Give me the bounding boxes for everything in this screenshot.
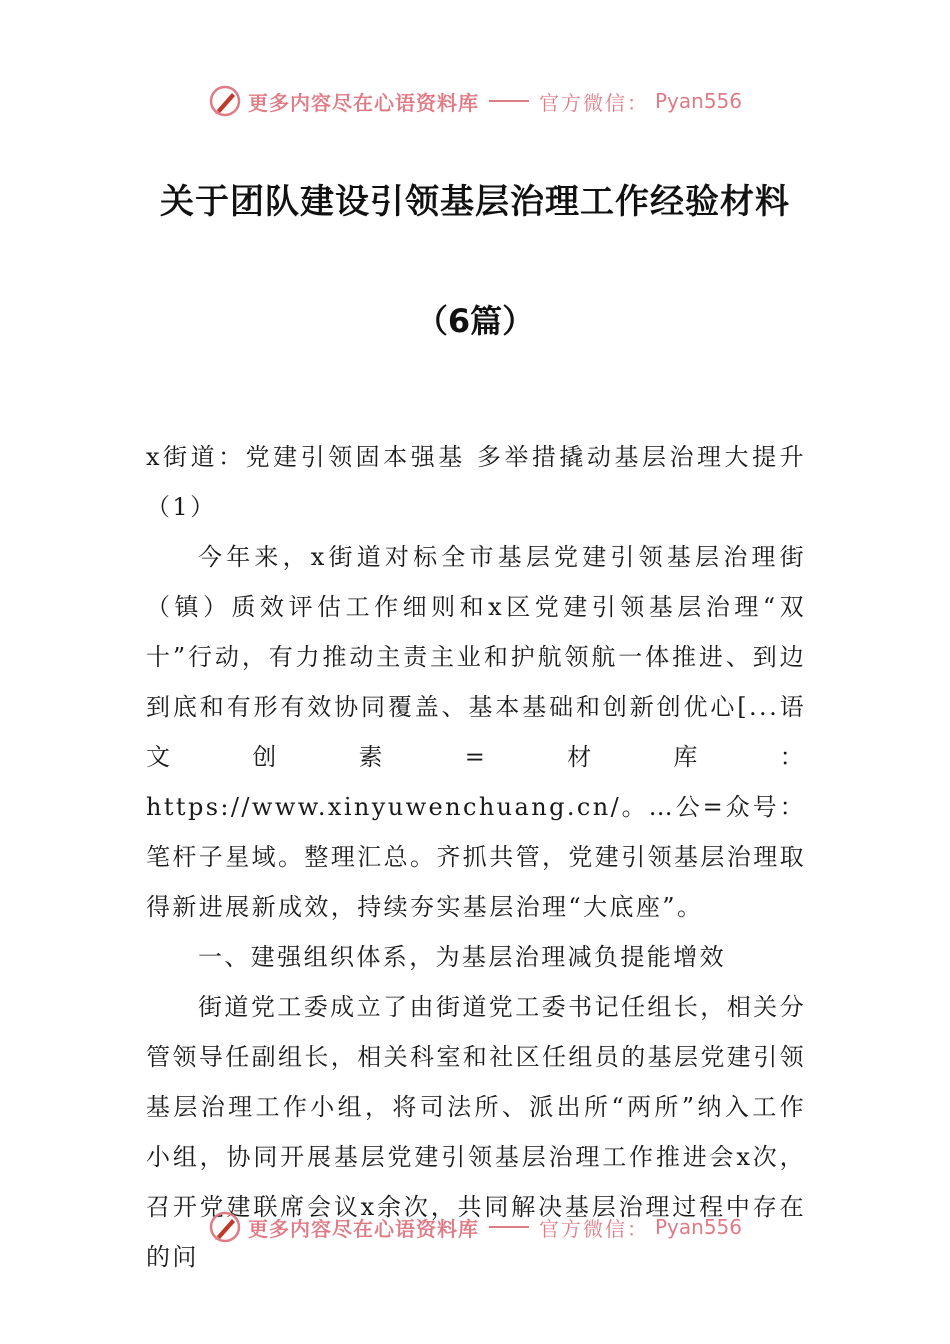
header-banner: [0, 84, 950, 118]
paragraph: 今年来，x街道对标全市基层党建引领基层治理街（镇）质效评估工作细则和x区党建引领基层治理“双十”行动，有力推动主责主业和护航领航一体推进、到边到底和有形有效协同覆盖、基本基础和创新创优心[...语文创素=材库：https://www.xinyuwenchuang.cn/。…公=众号：笔杆子星域。整理汇总。齐抓共管，党建引领基层治理取得新进展新成效，持续夯实基层治理“大底座”。: [146, 543, 806, 921]
document-subtitle: （6篇）: [415, 302, 535, 340]
pen-logo-icon: [208, 84, 242, 118]
document-title: 关于团队建设引领基层治理工作经验材料: [160, 182, 790, 222]
banner-wechat-id: Pyan556: [654, 89, 742, 113]
banner-dash: [489, 1226, 529, 1228]
document-body: [146, 432, 806, 1282]
footer-banner: [0, 1210, 950, 1244]
banner-main-text: 更多内容尽在心语资料库: [247, 90, 479, 115]
banner-sub-text: 官方微信：: [538, 1216, 649, 1241]
paragraph: 街道党工委成立了由街道党工委书记任组长，相关分管领导任副组长，相关科室和社区任组员的基层党建引领基层治理工作小组，将司法所、派出所“两所”纳入工作小组，协同开展基层党建引领基层治理工作推进会x次，召开党建联席会议x余次，共同解决基层治理过程中存在的问: [146, 993, 806, 1271]
banner-main-text: 更多内容尽在心语资料库: [247, 1216, 479, 1241]
banner-wechat-id: Pyan556: [654, 1215, 742, 1239]
section-heading: x街道：党建引领固本强基 多举措撬动基层治理大提升（1）: [146, 443, 806, 521]
pen-logo-icon: [208, 1210, 242, 1244]
heading-one: 一、建强组织体系，为基层治理减负提能增效: [198, 943, 726, 971]
banner-dash: [489, 100, 529, 102]
banner-sub-text: 官方微信：: [538, 90, 649, 115]
